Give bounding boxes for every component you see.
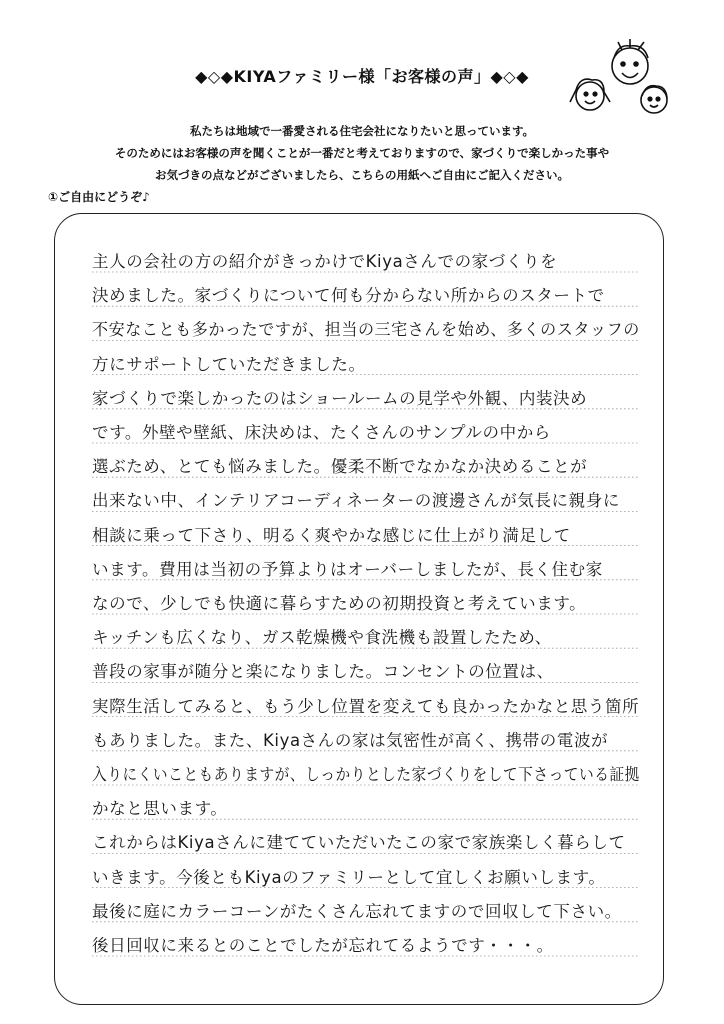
handwritten-line: 決めました。家づくりについて何も分からない所からのスタートで [92, 286, 605, 306]
handwritten-line: 実際生活してみると、もう少し位置を変えても良かったかなと思う箇所 [92, 696, 640, 716]
handwritten-line: 方にサポートしていただきました。 [92, 354, 366, 374]
handwritten-line: です。外壁や壁紙、床決めは、たくさんのサンプルの中から [92, 423, 551, 442]
handwritten-line: かなと思います。 [92, 799, 228, 819]
intro-line: 私たちは地域で一番愛される住宅会社になりたいと思っています。 [189, 124, 535, 138]
handwritten-line: います。費用は当初の予算よりはオーバーしましたが、長く住む家 [92, 559, 603, 579]
handwritten-line: 不安なことも多かったですが、担当の三宅さんを始め、多くのスタッフの [92, 320, 640, 340]
handwritten-line: 最後に庭にカラーコーンがたくさん忘れてますので回収して下さい。 [92, 901, 622, 921]
handwritten-line: キッチンも広くなり、ガス乾燥機や食洗機も設置したため、 [92, 628, 552, 648]
intro-line: そのためにはお客様の声を聞くことが一番だと考えておりますので、家づくりで楽しかった事や [114, 146, 610, 160]
handwritten-line: 選ぶため、とても悩みました。優柔不断でなかなか決めることが [92, 457, 588, 477]
page-title: ◆◇◆KIYAファミリー様「お客様の声」◆◇◆ [195, 67, 529, 86]
handwritten-line: いきます。今後ともKiyaのファミリーとして宜しくお願いします。 [92, 867, 606, 887]
handwritten-line: 出来ない中、インテリアコーディネーターの渡邊さんが気長に親身に [92, 491, 620, 511]
comment-prompt: ①ご自由にどうぞ♪ [48, 190, 150, 204]
handwritten-line: なので、少しでも快適に暮らすための初期投資と考えています。 [92, 594, 587, 613]
handwritten-line: もありました。また、Kiyaさんの家は気密性が高く、携帯の電波が [92, 730, 609, 750]
handwritten-line: 家づくりで楽しかったのはショールームの見学や外観、内装決め [92, 388, 588, 408]
handwritten-line: 相談に乗って下さり、明るく爽やかな感じに仕上がり満足して [92, 525, 571, 545]
handwritten-line: 主人の会社の方の紹介がきっかけでKiyaさんでの家づくりを [92, 252, 558, 271]
intro-line: お気づきの点などがございましたら、こちらの用紙へご自由にご記入ください。 [155, 168, 569, 182]
handwritten-line: 入りにくいこともありますが、しっかりとした家づくりをして下さっている証拠 [92, 765, 640, 784]
handwritten-line: 後日回収に来るとのことでしたが忘れてるようです・・・。 [92, 936, 554, 955]
handwritten-line: これからはKiyaさんに建てていただいたこの家で家族楽しく暮らして [92, 833, 626, 853]
handwritten-line: 普段の家事が随分と楽になりました。コンセントの位置は、 [92, 662, 554, 682]
